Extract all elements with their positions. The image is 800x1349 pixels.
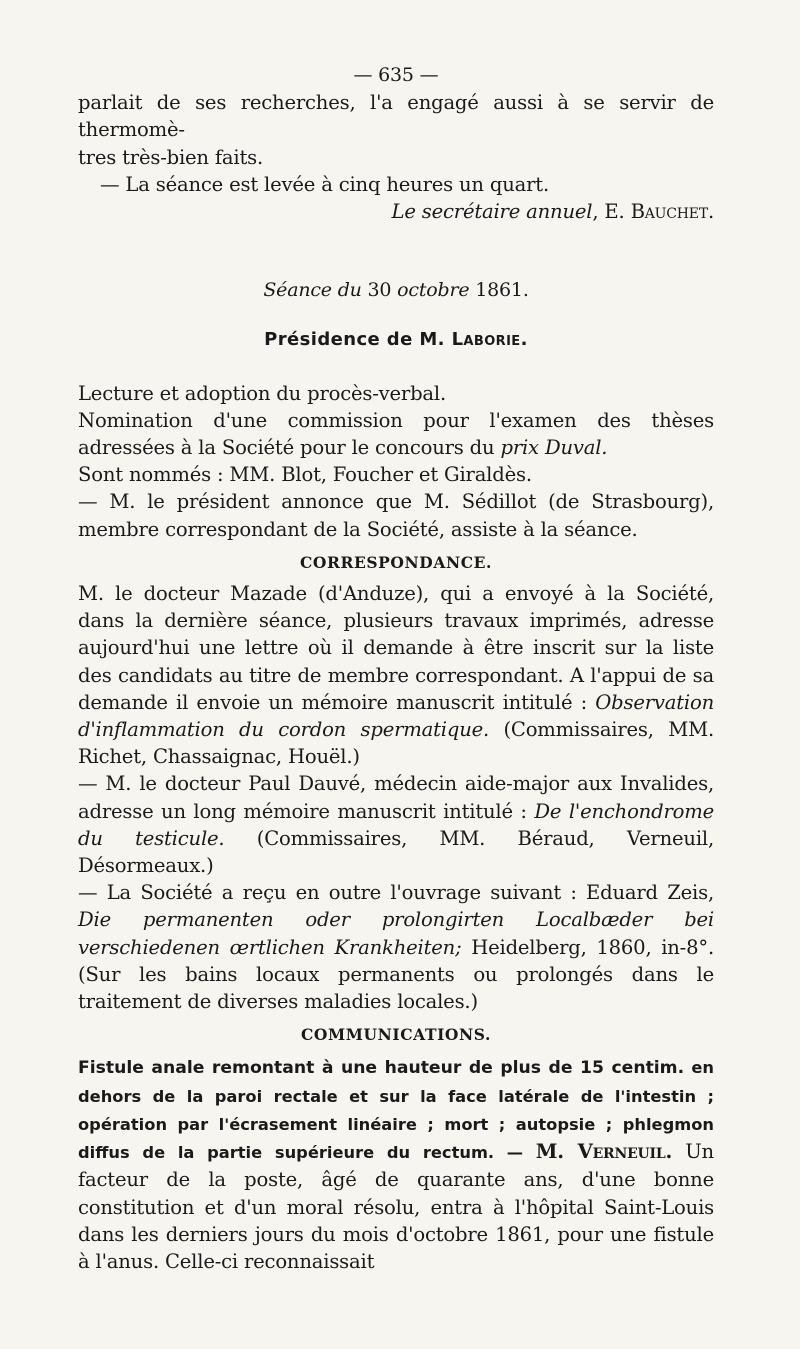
correspondance-paragraph-3 bbox=[78, 879, 714, 1015]
presidency-name: Laborie. bbox=[451, 329, 528, 351]
spacer bbox=[78, 354, 714, 380]
communications-heading: COMMUNICATIONS. bbox=[300, 1025, 492, 1045]
correspondance-paragraph-1 bbox=[78, 580, 714, 770]
signature-name: Bauchet. bbox=[630, 200, 714, 224]
communication-author: M. Verneuil. bbox=[535, 1140, 673, 1164]
prix-duval: prix Duval. bbox=[500, 436, 608, 460]
signature-separator: , E. bbox=[592, 200, 631, 224]
memoire-title-2: De l'enchondrome du testicule. bbox=[78, 799, 714, 850]
session-date: 30 bbox=[361, 279, 398, 302]
signature bbox=[78, 198, 714, 225]
presidency-prefix: Présidence de M. bbox=[264, 329, 452, 351]
ouvrage-title: Die permanenten oder prolongirten Localbæder bei verschiedenen œrtlichen Krankheiten; bbox=[78, 908, 714, 959]
opening-paragraph-2 bbox=[78, 407, 714, 461]
session-title bbox=[78, 277, 714, 304]
page-number: — 635 — bbox=[353, 64, 439, 86]
correspondance-paragraph-1-text: M. le docteur Mazade (d'Anduze), qui a envoyé à la Société, dans la dernière séance, plusieurs travaux imprimés, adresse aujourd'hui une lettre où il demande à être inscrit sur la liste des candidats au titre de membre correspondant. A l'appui de sa demande il envoie un mémoire manuscrit intitulé : bbox=[78, 582, 714, 714]
communication-title-line-1: Fistule anale remontant à une hauteur de plus de 15 centim. bbox=[78, 1057, 685, 1078]
opening-paragraph-2-text: Nomination d'une commission pour l'examen des thèses adressées à la Société pour le concours du bbox=[78, 408, 714, 460]
session-title-prefix: Séance du bbox=[263, 279, 362, 302]
correspondance-paragraph-2-commissaires: (Commissaires, MM. Béraud, Verneuil, Désormeaux.) bbox=[78, 826, 714, 878]
memoire-title-1: Observation d'inflammation du cordon spermatique. bbox=[78, 690, 714, 742]
correspondance-paragraph-3-details: Heidelberg, 1860, in-8°. (Sur les bains locaux permanents ou prolongés dans le traitement de diverses maladies locales.) bbox=[78, 935, 714, 1014]
correspondance-heading: CORRESPONDANCE. bbox=[299, 552, 493, 572]
intro-line-1: parlait de ses recherches, l'a engagé aussi à se servir de thermomè- bbox=[78, 91, 714, 142]
closing-line: — La séance est levée à cinq heures un quart. bbox=[100, 172, 549, 196]
communication-title-rest: en dehors de la paroi rectale et sur la face latérale de l'intestin ; opération par l'écrasement linéaire ; mort ; autopsie ; phlegmon diffus de la partie supérieure du rectum. — bbox=[78, 1057, 715, 1163]
correspondance-paragraph-1-commissaires: (Commissaires, MM. Richet, Chassaignac, Houël.) bbox=[78, 718, 714, 769]
opening-paragraph-4: — M. le président annonce que M. Sédillot (de Strasbourg), membre correspondant de la Société, assiste à la séance. bbox=[78, 490, 714, 541]
communication-paragraph bbox=[78, 1053, 714, 1276]
session-year: 1861. bbox=[469, 279, 529, 302]
opening-paragraph-1: Lecture et adoption du procès-verbal. bbox=[78, 381, 447, 405]
intro-paragraph bbox=[78, 89, 714, 171]
correspondance-paragraph-2 bbox=[78, 770, 714, 879]
session-month: octobre bbox=[397, 279, 470, 302]
communication-body: Un facteur de la poste, âgé de quarante ans, d'une bonne constitution et d'un moral résolu, entra à l'hôpital Saint-Louis dans les derniers jours du mois d'octobre 1861, pour une fistule à l'anus. Celle-ci reconnaissait bbox=[78, 1140, 714, 1273]
opening-paragraph-3: Sont nommés : MM. Blot, Foucher et Giraldès. bbox=[78, 463, 532, 487]
signature-role: Le secrétaire annuel bbox=[391, 200, 593, 224]
presidency-heading bbox=[78, 326, 714, 353]
correspondance-paragraph-3-text: — La Société a reçu en outre l'ouvrage suivant : Eduard Zeis, bbox=[78, 881, 714, 905]
intro-line-2: tres très-bien faits. bbox=[78, 145, 264, 169]
correspondance-paragraph-2-text: — M. le docteur Paul Dauvé, médecin aide-major aux Invalides, adresse un long mémoire manuscrit intitulé : bbox=[78, 772, 714, 823]
spacer bbox=[78, 225, 714, 277]
spacer bbox=[78, 304, 714, 326]
